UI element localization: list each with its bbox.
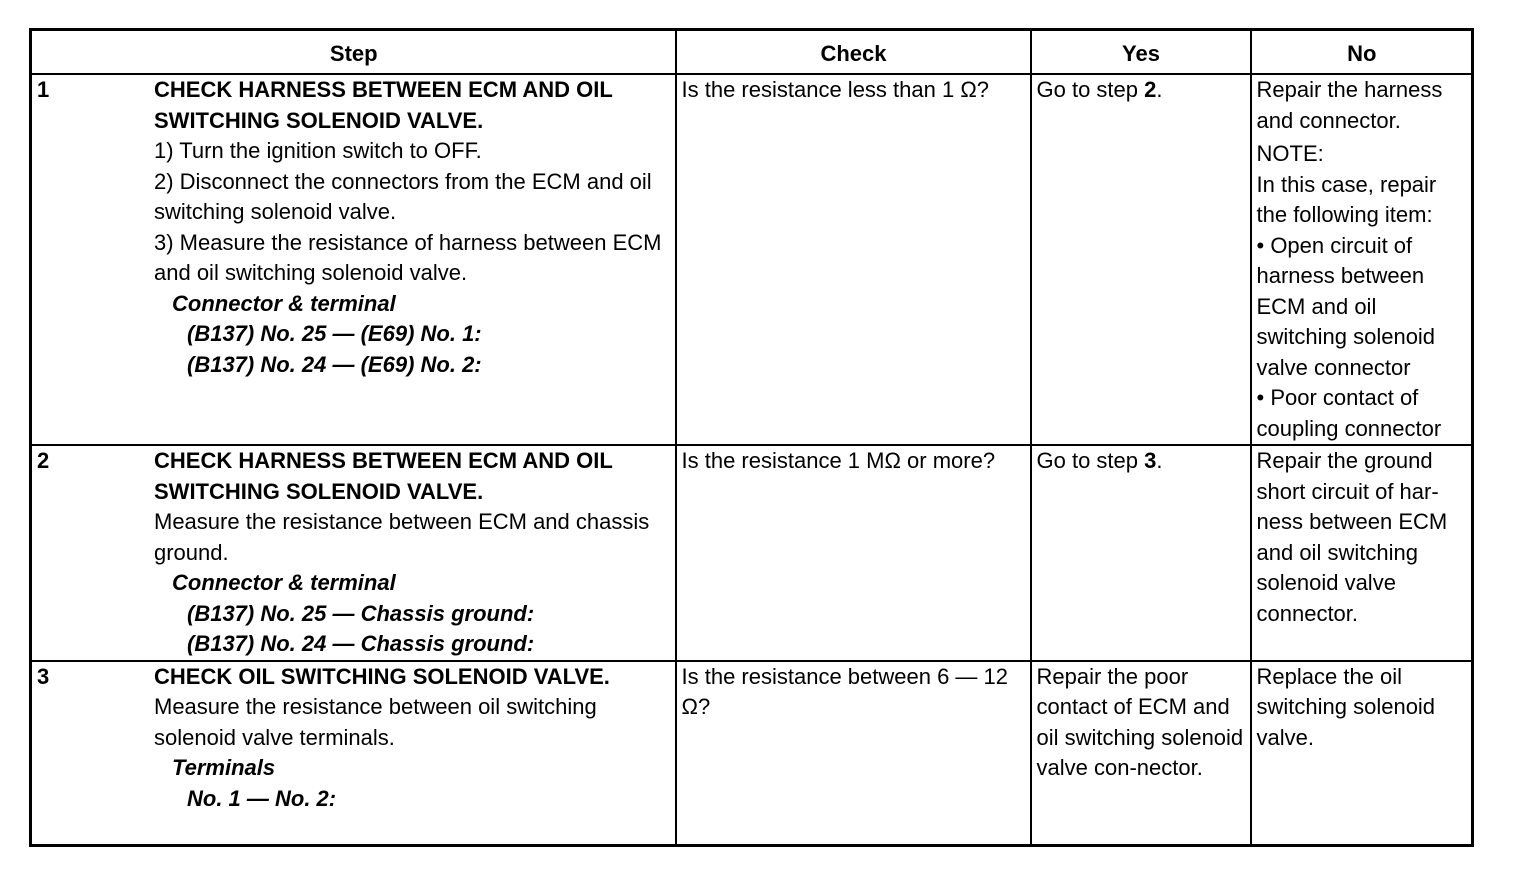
table-row	[31, 74, 1473, 445]
connector-item: (B137) No. 24 — Chassis ground:	[187, 631, 535, 656]
check-cell: Is the resistance less than 1 Ω?	[676, 74, 1031, 445]
diagnostic-table	[29, 28, 1474, 847]
no-cell	[1251, 445, 1473, 661]
step-title: CHECK OIL SWITCHING SOLENOID VALVE.	[154, 663, 610, 689]
instruction: 1) Turn the ignition switch to OFF.	[154, 138, 482, 163]
yes-step-ref: 3	[1144, 448, 1157, 473]
yes-prefix: Go to step	[1036, 448, 1145, 473]
header-check: Check	[676, 30, 1031, 75]
yes-step-ref: 2	[1144, 77, 1157, 102]
no-note-bullet: • Poor contact of coupling connector	[1256, 385, 1442, 441]
no-cell	[1251, 74, 1473, 445]
yes-suffix: .	[1156, 77, 1163, 102]
header-step: Step	[31, 30, 676, 75]
no-text: Repair the ground short circuit of har-ness between ECM and oil switching solenoid valve connector.	[1256, 448, 1448, 626]
connector-item: (B137) No. 25 — (E69) No. 1:	[187, 321, 482, 346]
check-cell: Is the resistance 1 MΩ or more?	[676, 445, 1031, 661]
yes-prefix: Go to step	[1036, 77, 1145, 102]
connector-item: (B137) No. 25 — Chassis ground:	[187, 600, 535, 626]
header-no: No	[1251, 30, 1473, 75]
connector-item: No. 1 — No. 2:	[187, 785, 337, 811]
no-note-text: In this case, repair the following item:	[1256, 171, 1437, 227]
connector-item: (B137) No. 24 — (E69) No. 2:	[187, 351, 482, 377]
check-cell: Is the resistance between 6 — 12 Ω?	[676, 661, 1031, 846]
no-text: Repair the harness and connector.	[1256, 77, 1443, 133]
step-number: 3	[37, 663, 50, 689]
table-row	[31, 661, 1473, 846]
connector-heading: Connector & terminal	[172, 570, 396, 595]
no-cell	[1251, 661, 1473, 846]
yes-cell	[1031, 74, 1251, 445]
table-header-row	[31, 30, 1473, 75]
instruction: 2) Disconnect the connectors from the ECM and oil switching solenoid valve.	[154, 168, 652, 224]
instruction: 3) Measure the resistance of harness between ECM and oil switching solenoid valve.	[154, 229, 662, 285]
step-number: 1	[37, 77, 50, 102]
connector-heading: Connector & terminal	[172, 290, 396, 316]
instruction: Measure the resistance between ECM and chassis ground.	[154, 509, 650, 565]
no-note-bullet: • Open circuit of harness between ECM and oil switching solenoid valve connector	[1256, 232, 1436, 380]
connector-heading: Terminals	[172, 755, 276, 780]
step-number: 2	[37, 448, 50, 473]
no-text: Replace the oil switching solenoid valve.	[1256, 663, 1436, 750]
step-title: CHECK HARNESS BETWEEN ECM AND OIL SWITCHING SOLENOID VALVE.	[154, 448, 613, 504]
step-title: CHECK HARNESS BETWEEN ECM AND OIL SWITCHING SOLENOID VALVE.	[154, 77, 613, 133]
yes-cell	[1031, 445, 1251, 661]
yes-cell: Repair the poor contact of ECM and oil switching solenoid valve con-nector.	[1031, 661, 1251, 846]
header-yes: Yes	[1031, 30, 1251, 75]
step-cell	[31, 74, 676, 445]
step-cell	[31, 661, 676, 846]
step-cell	[31, 445, 676, 661]
yes-suffix: .	[1156, 448, 1163, 473]
instruction: Measure the resistance between oil switching solenoid valve terminals.	[154, 694, 597, 750]
table-row	[31, 445, 1473, 661]
no-note-label: NOTE:	[1256, 141, 1324, 166]
